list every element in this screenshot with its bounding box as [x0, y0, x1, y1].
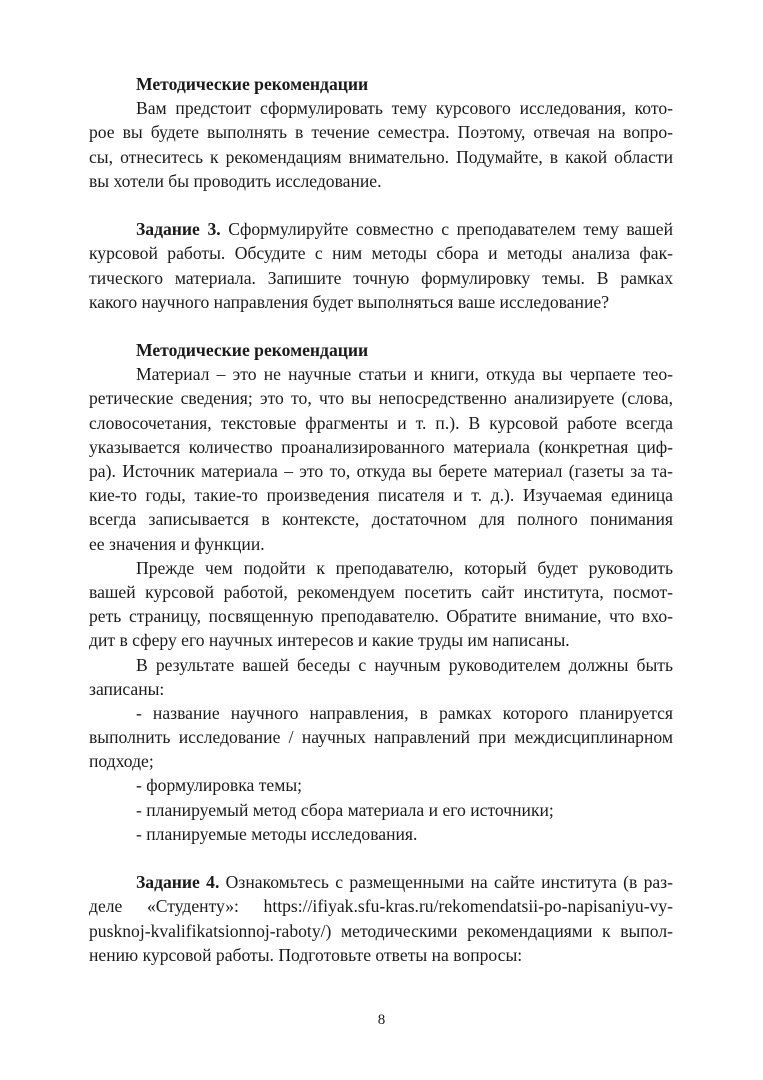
text-line: рое вы будете выполнять в течение семестра. Поэтому, отвечая на вопро- [89, 122, 673, 143]
page-number: 8 [377, 1012, 386, 1028]
section-heading: Методические рекомендации [136, 340, 369, 361]
text-line: Материал – это не научные статьи и книги, откуда вы черпаете тео- [136, 364, 673, 385]
text-line: тического материала. Запишите точную формулировку темы. В рамках [89, 267, 673, 288]
guidelines-section-1 [89, 72, 673, 193]
task-text: Ознакомьтесь с размещенными на сайте института (в раз- [219, 872, 673, 893]
task-4 [89, 870, 673, 967]
text-line [89, 217, 673, 241]
text-line: курсовой работы. Обсудите с ним методы сбора и методы анализа фак- [89, 243, 673, 264]
text-line: дит в сферу его научных интересов и какие труды им написаны. [89, 630, 570, 651]
text-line: кие-то годы, такие-то произведения писателя и т. д.). Изучаемая единица [89, 485, 673, 506]
text-line: какого научного направления будет выполняться ваше исследование? [89, 291, 610, 312]
text-line: В результате вашей беседы с научным руководителем должны быть [136, 654, 673, 675]
text-line: ретические сведения; это то, что вы непосредственно анализируете (слова, [89, 388, 673, 409]
text-line: вашей курсовой работой, рекомендуем посетить сайт института, посмот- [89, 581, 673, 602]
text-line: всегда записывается в контексте, достаточном для полного понимания [89, 509, 673, 530]
task-label: Задание 3. [136, 219, 221, 240]
text-line [89, 870, 673, 894]
task-text: Сформулируйте совместно с преподавателем тему вашей [220, 219, 673, 240]
text-line: записаны: [89, 678, 165, 699]
text-line: сы, отнеситесь к рекомендациям внимательно. Подумайте, в какой области [89, 146, 673, 167]
text-line: вы хотели бы проводить исследование. [89, 170, 382, 191]
paragraph-gap [89, 314, 673, 338]
paragraph-gap [89, 846, 673, 870]
list-item: - название научного направления, в рамках которого планируется [136, 702, 673, 723]
text-line: pusknoj-kvalifikatsionnoj-raboty/) методическими рекомендациями к выпол- [89, 920, 673, 941]
text-line: Прежде чем подойти к преподавателю, который будет руководить [136, 557, 673, 578]
text-line: ра). Источник материала – это то, откуда вы берете материал (газеты за та- [89, 461, 673, 481]
text-line: указывается количество проанализированного материала (конкретная циф- [89, 436, 673, 457]
text-line: словосочетания, текстовые фрагменты и т. п.). В курсовой работе всегда [89, 412, 673, 433]
document-page [89, 72, 673, 967]
text-line: нению курсовой работы. Подготовьте ответы на вопросы: [89, 944, 523, 965]
guidelines-section-2 [89, 338, 673, 846]
text-line: подходе; [89, 751, 154, 772]
text-line: выполнить исследование / научных направлений при междисциплинарном [89, 727, 673, 748]
list-item: - планируемый метод сбора материала и его источники; [136, 799, 554, 820]
task-label: Задание 4. [136, 872, 220, 893]
text-line: Вам предстоит сформулировать тему курсового исследования, кото- [136, 98, 673, 119]
paragraph-gap [89, 193, 673, 217]
task-3 [89, 217, 673, 314]
text-line: деле «Студенту»: https://ifiyak.sfu-kras.ru/rekomendatsii-po-napisaniyu-vy- [89, 896, 673, 917]
list-item: - формулировка темы; [136, 775, 303, 796]
list-item: - планируемые методы исследования. [136, 823, 418, 844]
text-line: реть страницу, посвященную преподавателю. Обратите внимание, что вхо- [89, 606, 673, 627]
section-heading: Методические рекомендации [136, 74, 369, 94]
text-line: ее значения и функции. [89, 533, 265, 554]
